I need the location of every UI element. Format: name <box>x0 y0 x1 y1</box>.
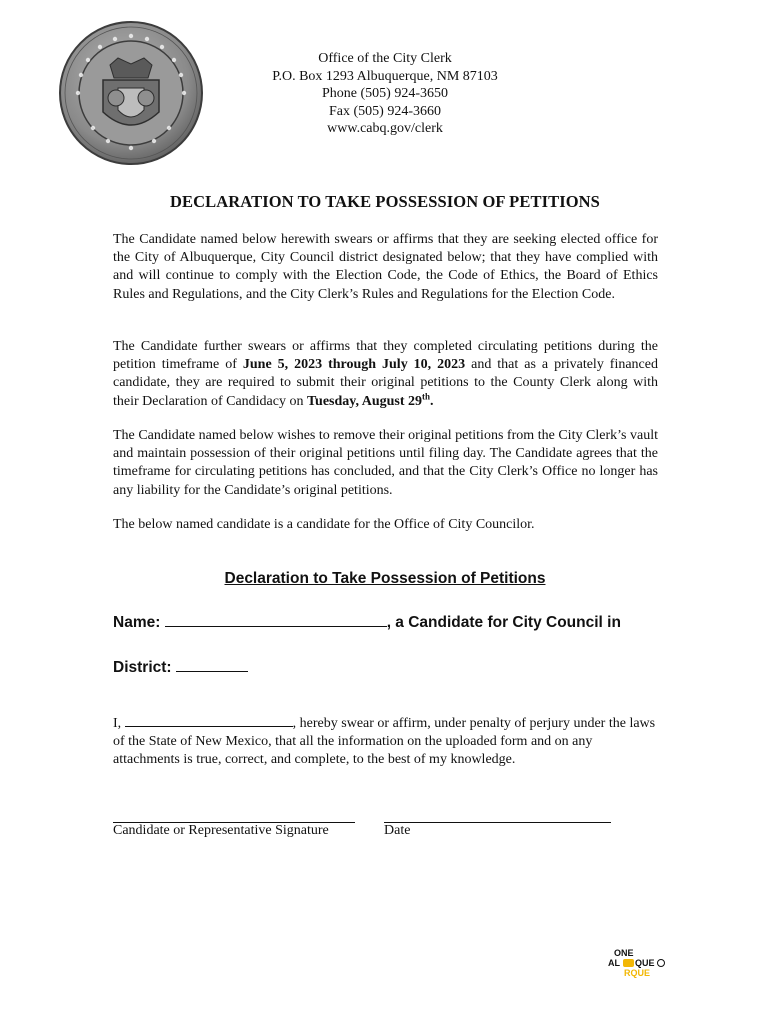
office-address-block <box>230 50 540 138</box>
oath-paragraph <box>113 714 658 770</box>
district-label: District: <box>113 659 176 676</box>
period: . <box>430 393 434 409</box>
signature-label: Candidate or Representative Signature <box>113 823 329 838</box>
po-box-address: P.O. Box 1293 Albuquerque, NM 87103 <box>272 68 498 84</box>
oath-prefix: I, <box>113 716 125 731</box>
name-label: Name: <box>113 614 165 631</box>
district-blank-field[interactable] <box>176 658 248 672</box>
petition-date-range: June 5, 2023 through July 10, 2023 <box>242 357 466 373</box>
document-title: DECLARATION TO TAKE POSSESSION OF PETITIONS <box>170 192 600 211</box>
date-label: Date <box>384 823 411 838</box>
website-url: www.cabq.gov/clerk <box>327 121 443 136</box>
logo-line2a: AL <box>608 958 620 968</box>
name-field-row <box>113 613 621 632</box>
phone-number: Phone (505) 924-3650 <box>322 86 448 101</box>
name-blank-field[interactable] <box>165 613 387 627</box>
logo-yellow-mark <box>623 959 634 967</box>
oath-name-blank-field[interactable] <box>125 714 293 727</box>
ordinal-suffix: th <box>422 390 431 401</box>
filing-date <box>306 390 434 409</box>
district-field-row <box>113 658 248 677</box>
logo-emblem-icon <box>658 960 665 967</box>
paragraph-office-statement: The below named candidate is a candidate for the Office of City Councilor. <box>113 517 535 532</box>
logo-line2b: QUE <box>635 958 655 968</box>
text-span: The Candidate further swears or affirms that they completed circulating petitions during the petition timeframe of <box>113 339 658 373</box>
candidate-suffix-text: , a Candidate for City Council in <box>386 614 621 631</box>
text-span: and that as a privately financed candidate, they are required to submit their original petitions to the County Clerk along with their Declaration of Candidacy on <box>113 357 658 409</box>
form-subtitle: Declaration to Take Possession of Petitions <box>224 570 546 587</box>
paragraph-remove-petitions: The Candidate named below wishes to remove their original petitions from the City Clerk’s vault and maintain possession of their original petitions until filing day. The Candidate agrees that the timeframe for circulating petitions has concluded, and that the City Clerk’s Office no longer has any liability for the Candidate’s original petitions. <box>113 428 658 498</box>
filing-date-text: Tuesday, August 29 <box>306 393 423 409</box>
office-name: Office of the City Clerk <box>318 51 452 66</box>
city-seal-logo <box>58 20 204 166</box>
oath-text: , hereby swear or affirm, under penalty of perjury under the laws of the State of New Mexico, that all the information on the uploaded form and on any attachments is true, correct, and complete, to the best of my knowledge. <box>113 716 656 768</box>
logo-line1: ONE <box>614 948 634 958</box>
paragraph-candidate-affirmation: The Candidate named below herewith swears or affirms that they are seeking elected office for the City of Albuquerque, City Council district designated below; that they have complied with and will continue to comply with the Election Code, the Code of Ethics, the Board of Ethics Rules and Regulations, and the City Clerk’s Rules and Regulations for the Election Code. <box>113 232 658 302</box>
paragraph-petition-timeframe <box>113 338 658 411</box>
one-albuquerque-logo <box>606 946 670 980</box>
fax-number: Fax (505) 924-3660 <box>329 103 441 119</box>
logo-line3: RQUE <box>624 968 651 978</box>
date-line[interactable] <box>384 822 611 823</box>
